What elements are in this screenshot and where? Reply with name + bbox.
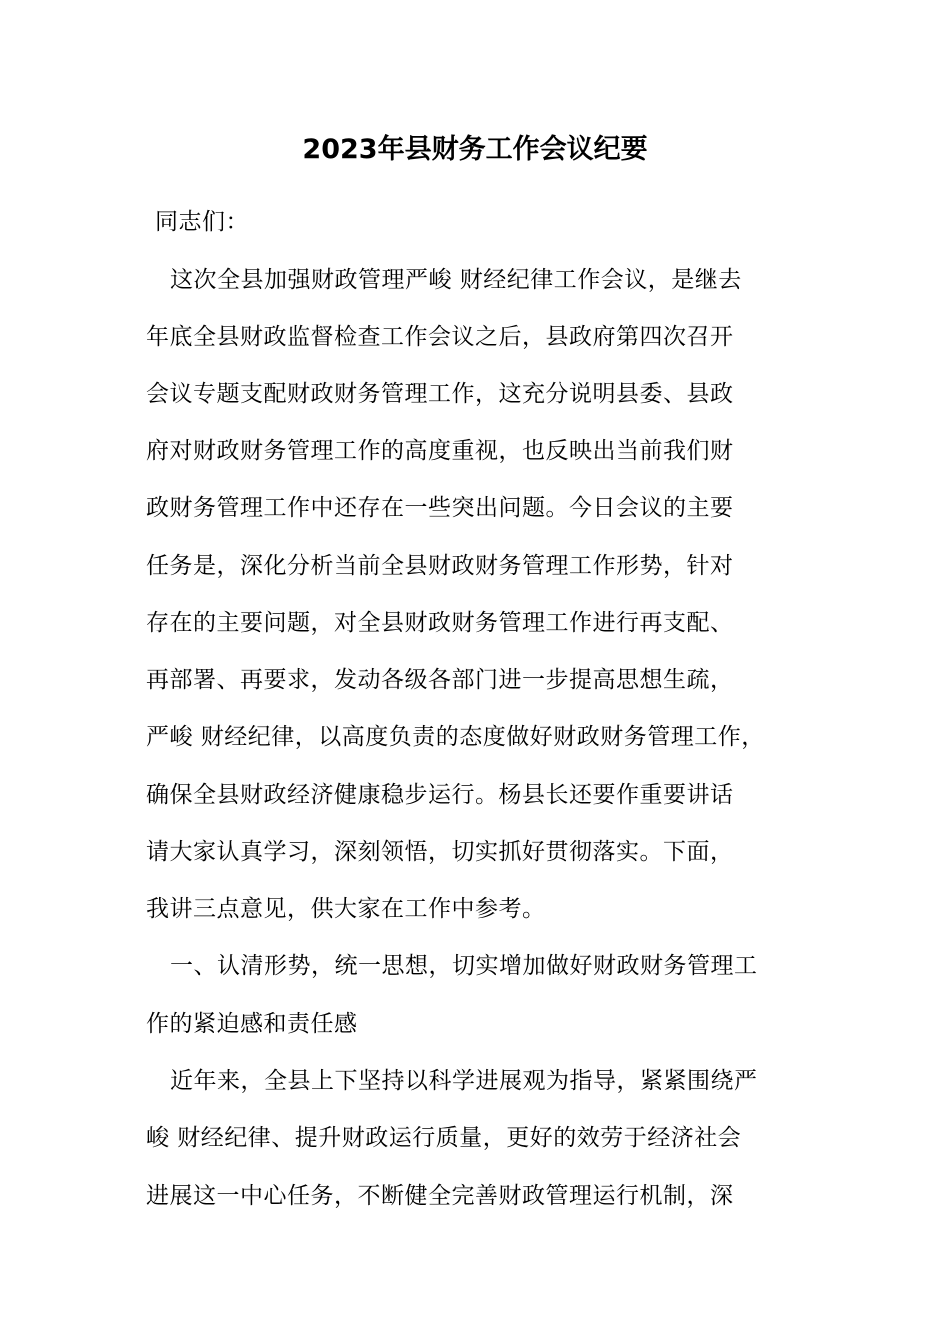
document-title: 2023年县财务工作会议纪要: [302, 134, 648, 165]
body-line: 进展这一中心任务，不断健全完善财政管理运行机制，深: [146, 1183, 734, 1209]
body-line: 严峻 财经纪律，以高度负责的态度做好财政财务管理工作，: [146, 724, 765, 750]
body-line: 峻 财经纪律、提升财政运行质量，更好的效劳于经济社会: [146, 1125, 742, 1151]
body-line: 再部署、再要求，发动各级各部门进一步提高思想生疏，: [146, 667, 734, 693]
body-line: 任务是，深化分析当前全县财政财务管理工作形势，针对: [146, 553, 734, 579]
section-heading-line: 作的紧迫感和责任感: [146, 1011, 358, 1037]
body-line: 府对财政财务管理工作的高度重视，也反映出当前我们财: [146, 438, 734, 464]
body-line: 存在的主要问题，对全县财政财务管理工作进行再支配、: [146, 610, 734, 636]
body-line: 会议专题支配财政财务管理工作，这充分说明县委、县政: [146, 381, 734, 407]
body-line: 这次全县加强财政管理严峻 财经纪律工作会议，是继去: [170, 267, 742, 293]
body-line: 请大家认真学习，深刻领悟，切实抓好贯彻落实。下面，: [146, 839, 734, 865]
body-line: 年底全县财政监督检查工作会议之后，县政府第四次召开: [146, 324, 734, 350]
body-line: 我讲三点意见，供大家在工作中参考。: [146, 896, 546, 922]
salutation: 同志们：: [155, 209, 249, 235]
body-line: 确保全县财政经济健康稳步运行。杨县长还要作重要讲话: [146, 782, 734, 808]
section-heading-line: 一、认清形势，统一思想，切实增加做好财政财务管理工: [170, 953, 758, 979]
body-line: 近年来，全县上下坚持以科学进展观为指导，紧紧围绕严: [170, 1068, 758, 1094]
body-line: 政财务管理工作中还存在一些突出问题。今日会议的主要: [146, 495, 734, 521]
